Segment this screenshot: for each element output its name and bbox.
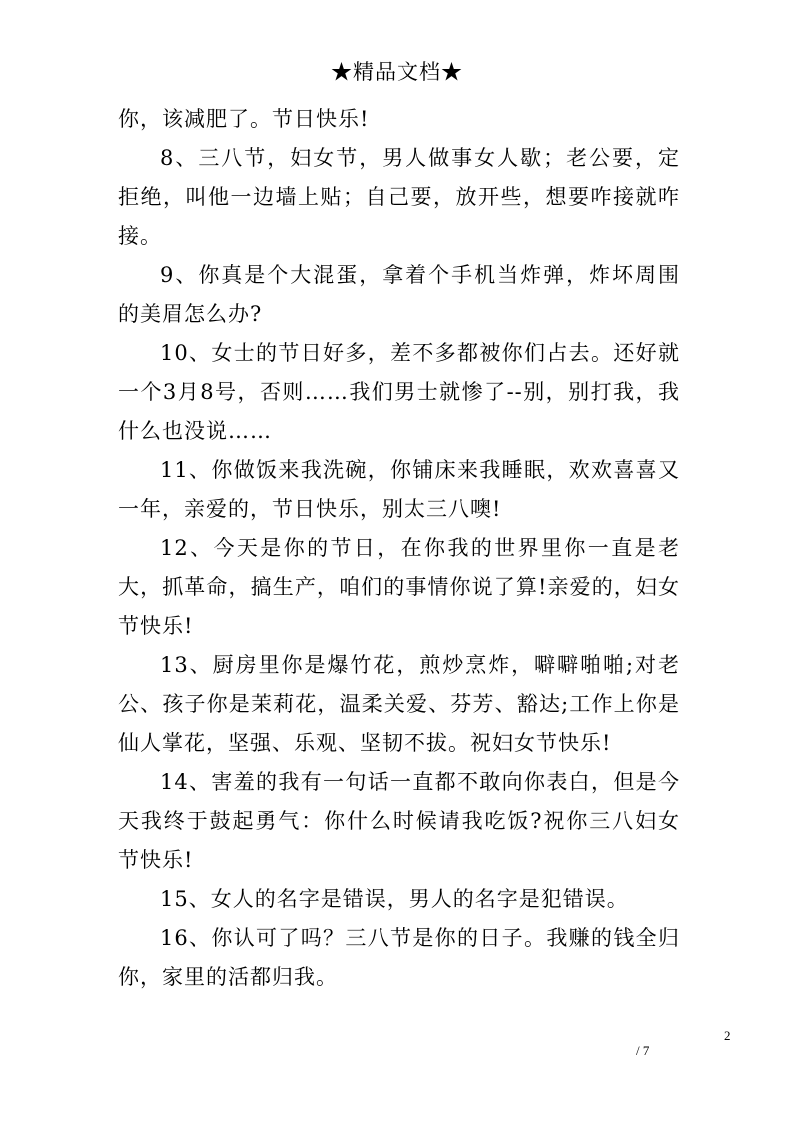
paragraph-item-13: 13、厨房里你是爆竹花，煎炒烹炸，噼噼啪啪;对老公、孩子你是茉莉花，温柔关爱、芬芳、豁达;工作上你是仙人掌花，坚强、乐观、坚韧不拔。祝妇女节快乐! xyxy=(118,653,680,755)
paragraph-item-16: 16、你认可了吗？三八节是你的日子。我赚的钱全归你，家里的活都归我。 xyxy=(118,926,680,989)
paragraph-item-14: 14、害羞的我有一句话一直都不敢向你表白，但是今天我终于鼓起勇气：你什么时候请我吃饭?祝你三八妇女节快乐! xyxy=(118,770,680,872)
paragraph-item-12: 12、今天是你的节日，在你我的世界里你一直是老大，抓革命，搞生产，咱们的事情你说了算!亲爱的，妇女节快乐! xyxy=(118,536,680,638)
paragraph-item-9: 9、你真是个大混蛋，拿着个手机当炸弹，炸坏周围的美眉怎么办? xyxy=(118,263,680,326)
paragraph-item-10: 10、女士的节日好多，差不多都被你们占去。还好就一个3月8号，否则……我们男士就惨了--别，别打我，我什么也没说…… xyxy=(118,341,680,443)
page-total: / 7 xyxy=(636,1043,650,1058)
document-body xyxy=(118,100,680,997)
paragraph-item-8: 8、三八节，妇女节，男人做事女人歇；老公要，定拒绝，叫他一边墙上贴；自己要，放开些，想要咋接就咋接。 xyxy=(118,146,680,248)
paragraph-item-11: 11、你做饭来我洗碗，你铺床来我睡眠，欢欢喜喜又一年，亲爱的，节日快乐，别太三八噢! xyxy=(118,458,680,521)
paragraph-item-15: 15、女人的名字是错误，男人的名字是犯错误。 xyxy=(160,887,629,911)
paragraph-continued: 你，该减肥了。节日快乐! xyxy=(118,107,370,131)
page-number: 2 xyxy=(724,1028,731,1043)
document-header: ★精品文档★ xyxy=(331,60,463,84)
